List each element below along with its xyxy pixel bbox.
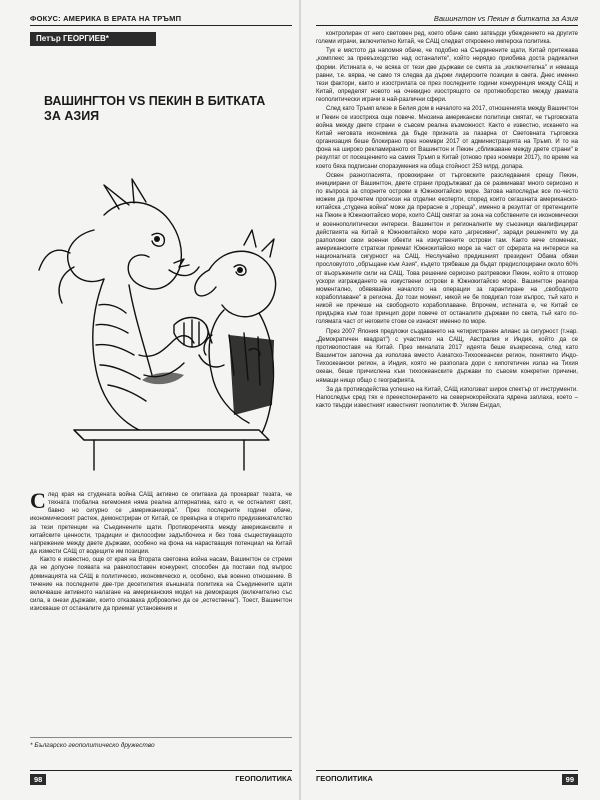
page-number: 98: [30, 774, 46, 785]
page-number: 99: [562, 774, 578, 785]
footnote: * Българско геополитическо дружество: [30, 737, 292, 749]
section-name: ГЕОПОЛИТИКА: [316, 774, 373, 783]
right-article-body: [316, 30, 578, 411]
paragraph: След края на студената война САЩ активно се опитваха да прокарват тезата, че тяхната глобална хегемония няма реална алтернатива, като и, че остналият свят, бавно но сигурно се „американизира". През последните години обаче, икономическият растеж, демонстриран от Китай, се превърна в открито предизвикателство за тези претенции на Съединените щати. Противоречията между американските и китайските ценности, традиции и философии задълбочиха и без това съществуващото напрежение между двете държави, особено на фона на нарастващия потенциал на Китай да измести САЩ от водещите им позиции.: [30, 488, 292, 556]
running-head-right: Вашингтон vs Пекин в битката за Азия: [316, 14, 578, 26]
paragraph: Тук е мястото да напомня обаче, че подобно на Съединените щати, Китай притежава „комплекс за превъзходство над останалите", който нерядко приобива доста радикални форми. Истината е, че всяка от тези две държави се смята за „изключителна" и нямаща равни, т.е. вярва, че само тя следва да държи лидерските позиции в света. Днес именно тези фактори, както и изострилата се през последните години конкуренция между САЩ и Китай, определят новото на очевидно изострящото се противоборство между двамата геополитически играчи в най-различни сфери.: [316, 48, 578, 104]
paragraph: контролиран от него световен ред, което обаче само затвърди убеждението на другите големи играчи, включително Китай, че САЩ следват откровено имперска политика.: [316, 31, 578, 46]
author-label: Петър ГЕОРГИЕВ*: [30, 32, 156, 46]
paragraph: Както е известно, още от края на Втората световна война насам, Вашингтон се стреми да не допусне появата на равнопоставен конкурент, способен да постави под въпрос доминацията на САЩ в политическо, икономическо и, особено, във военно отношение. В течение на последните две-три десетилетия външната политика на Съединените щати включваше активното налагане на американския модел на демокрация (включително със сила, в онези държави, които отказваха доброволно да се „естествена"). Тоест, Вашингтон изискваше от останалите да приемат установения и: [30, 557, 292, 613]
paragraph: За да противодейства успешно на Китай, САЩ използват широк спектър от инструменти. Напоследък сред тях е преекспонирането на севернокорейската ядрена заплаха, което – както твърди известният известният геополитик Ф. Уилям Енгдал,: [316, 386, 578, 410]
left-article-body: [30, 488, 292, 613]
drop-cap: С: [30, 488, 46, 513]
paragraph: Освен разногласията, провокирани от търговските разследвания срещу Пекин, инициирани от Вашингтон, двете страни продължават да се разминават много сериозно и по въпроса за спорните острови в Южнокитайско море. Затова напоследък все по-често можем да прочетем прогнози на отделни експерти, според които сегашната американско-китайска „студена война" може да прерасне в „гореща", именно в резултат от претенциите на Пекин в Южнокитайско море, които САЩ смятат за зона на собствените си икономически и военнополитически интереси. Вашингтон и регионалните му съюзници квалифицират действията на Китай в Южнокитайско море като „агресивни", заради решението му да разположи свои военни обекти на изкуствените острови там. Както вече споменах, американските стратези приемат Южнокитайско море за част от сферата на интереси на националната сигурност на САЩ. Неслучайно предишният президент Обама обяви прословутото „обръщане към Азия", където трябваше да бъдат предислоцирани около 60% от въоръжените сили на САЩ. Това решение сериозно разтревожи Пекин, който в отговор ускори изграждането на изкуствени острови в Южнокитайско море. Вашингтон реагира моментално, обявявайки началото на операции за гарантиране на „свободното корабоплаване" в региона. До този момент, никой не бе повдигал този въпрос, тъй като и никой не пречеше на свободното корабоплаване. Впрочем, истината е, че Китай се придържа към този принцип дори повече от останалите държави по света, тъй като по-голямата част от неговите стоки се изнасят именно по море.: [316, 172, 578, 326]
paragraph: След като Тръмп влезе в Белия дом в началото на 2017, отношенията между Вашингтон и Пекин се изостриха още повече. Мнозина американски политици смятат, че търговската война между двете страни е съвсем реална възможност. Както е известно, искането на Китай неговата икономика да бъде призната за пазарна от Световната търговска организация беше блокирано през ноември 2017 от администрацията на Тръмп. И то на фона на широко рекламираното от Вашингтон и Пекин „сближаване между двете страни" в резултат от посещението на самия Тръмп в Китай (отново през ноември 2017), по време на което бяха подписани споразумения на обща стойност 253 млрд. долара.: [316, 106, 578, 170]
article-title: ВАШИНГТОН VS ПЕКИН В БИТКАТА ЗА АЗИЯ: [44, 94, 266, 123]
page-footer-right: [316, 770, 578, 783]
running-head-left: ФОКУС: АМЕРИКА В ЕРАТА НА ТРЪМП: [30, 14, 292, 26]
cartoon-illustration: [34, 175, 284, 475]
right-page: [300, 0, 600, 800]
page-footer-left: [30, 770, 292, 785]
section-name: ГЕОПОЛИТИКА: [235, 774, 292, 783]
paragraph: През 2007 Япония предложи създаването на четиристранен алианс за сигурност (т.нар. „Демократичен квадрат") с участието на САЩ, Австралия и Индия, който да се противопоставя на Китай. През миналата 2017 идеята беше възкресена, след като Вашингтон започна да използва вместо Азиатско-Тихоокеански регион, понятието Индо-Тихоокеански регион, а Индия, която не разполага дори с хипотетичен излаз на Тихия океан, беше причислена към тихоокеанските държави по съвсем конкретни причини, нямащи нищо общо с географията.: [316, 328, 578, 384]
